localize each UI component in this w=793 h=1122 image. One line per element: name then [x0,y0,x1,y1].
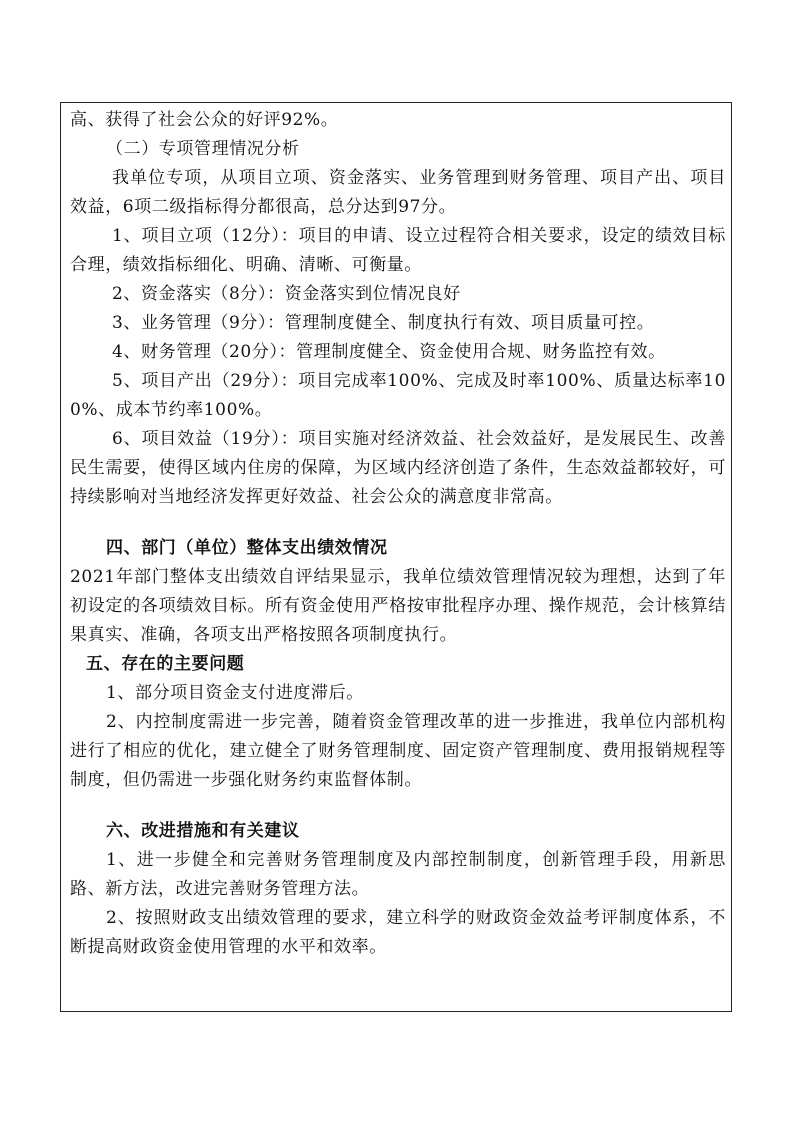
section-6-item-1: 1、进一步健全和完善财务管理制度及内部控制制度，创新管理手段，用新思路、新方法，改进完善财务管理方法。 [70,850,726,899]
section-5-item-2: 2、内控制度需进一步完善，随着资金管理改革的进一步推进，我单位内部机构进行了相应的优化，建立健全了财务管理制度、固定资产管理制度、费用报销规程等制度，但仍需进一步强化财务约束监督体制。 [70,712,726,790]
section-6-heading: 六、改进措施和有关建议 [106,821,300,841]
section-3-item-2: 2、资金落实（8分）：资金落实到位情况良好 [112,284,461,304]
section-3-item-5: 5、项目产出（29分）：项目完成率100%、完成及时率100%、质量达标率100%、成本节约率100%。 [70,371,726,420]
section-3-subheading: （二）专项管理情况分析 [106,139,300,159]
section-5-item-1: 1、部分项目资金支付进度滞后。 [106,683,364,703]
section-3-intro: 我单位专项，从项目立项、资金落实、业务管理到财务管理、项目产出、项目效益，6项二级指标得分都很高，总分达到97分。 [70,168,726,217]
section-3-item-4: 4、财务管理（20分）：管理制度健全、资金使用合规、财务监控有效。 [112,342,666,362]
spacer [70,512,726,534]
section-6-item-2: 2、按照财政支出绩效管理的要求，建立科学的财政资金效益考评制度体系，不断提高财政资金使用管理的水平和效率。 [70,908,726,957]
section-3-item-1: 1、项目立项（12分）：项目的申请、设立过程符合相关要求，设定的绩效目标合理，绩效指标细化、明确、清晰、可衡量。 [70,226,726,275]
section-3-tail: 高、获得了社会公众的好评92%。 [70,110,339,130]
spacer [70,795,726,817]
document-body [70,106,726,962]
section-4-body: 2021年部门整体支出绩效自评结果显示，我单位绩效管理情况较为理想，达到了年初设定的各项绩效目标。所有资金使用严格按审批程序办理、操作规范，会计核算结果真实、准确，各项支出严格按照各项制度执行。 [70,567,726,645]
section-3-item-6: 6、项目效益（19分）：项目实施对经济效益、社会效益好，是发展民生、改善民生需要，使得区域内住房的保障，为区域内经济创造了条件，生态效益都较好，可持续影响对当地经济发挥更好效益、社会公众的满意度非常高。 [70,429,726,507]
section-3-item-3: 3、业务管理（9分）：管理制度健全、制度执行有效、项目质量可控。 [112,313,655,333]
section-4-heading: 四、部门（单位）整体支出绩效情况 [106,538,388,558]
section-5-heading: 五、存在的主要问题 [86,654,245,674]
